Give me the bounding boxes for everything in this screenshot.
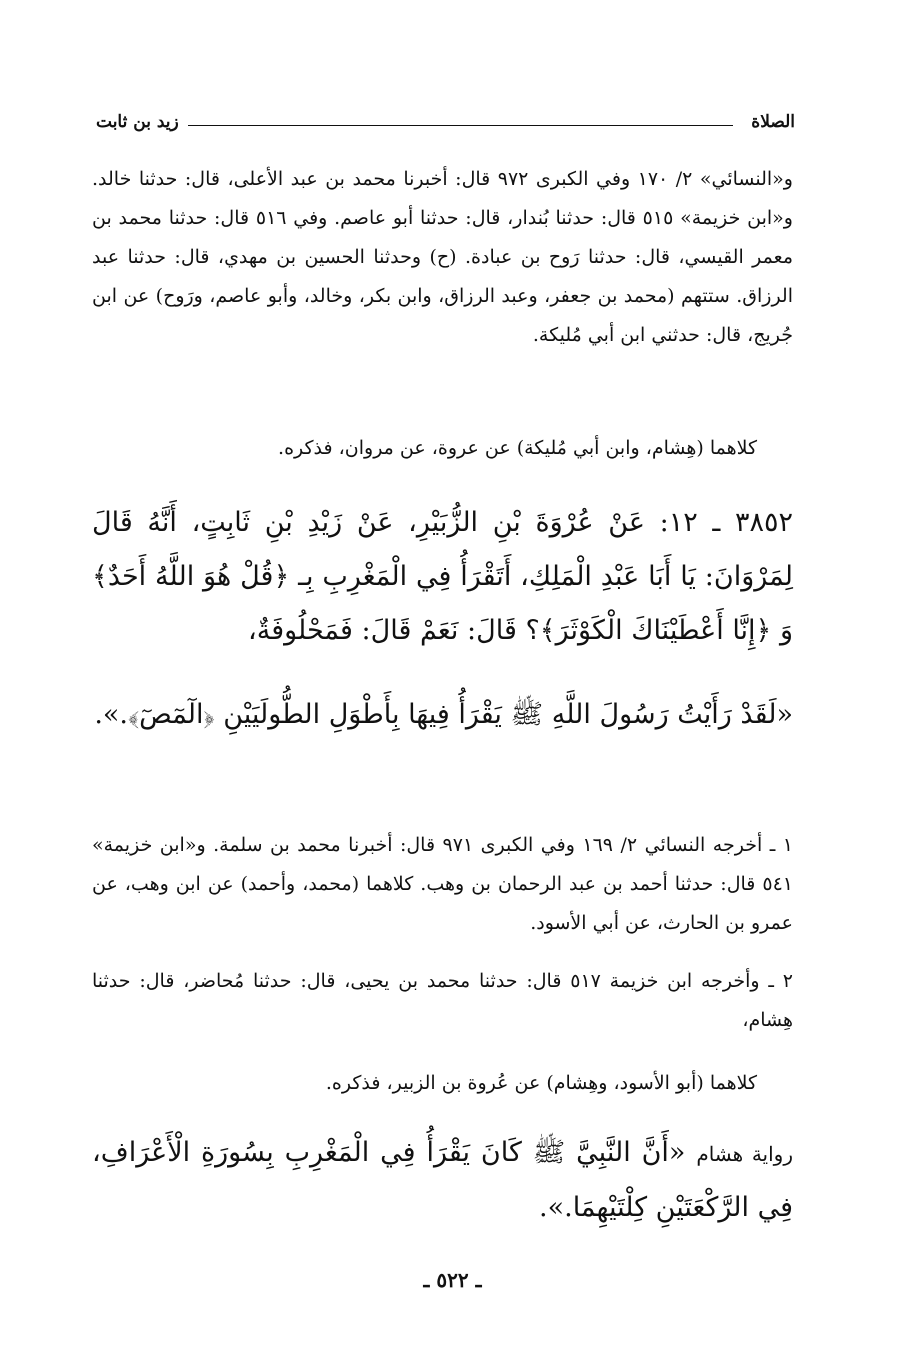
intro-section	[92, 160, 793, 355]
hadith-text: ٣٨٥٢ ـ ١٢: عَنْ عُرْوَةَ بْنِ الزُّبَيْرِ، عَنْ زَيْدِ بْنِ ثَابِتٍ، أَنَّهُ قَالَ لِمَرْوَانَ: يَا أَبَا عَبْدِ الْمَلِكِ، أَتَقْرَأُ فِي الْمَغْرِبِ بِـ ﴿قُلْ هُوَ اللَّهُ أَحَدٌ﴾ وَ ﴿إِنَّا أَعْطَيْنَاكَ الْكَوْثَرَ﴾؟ قَالَ: نَعَمْ قَالَ: فَمَحْلُوفَةٌ،	[92, 507, 793, 646]
hadith-quote: «لَقَدْ رَأَيْتُ رَسُولَ اللَّهِ ﷺ يَقْرَأُ فِيهَا بِأَطْوَلِ الطُّولَيَيْنِ ﴿الٓمٓصٓ﴾.».	[94, 699, 793, 730]
hadith-section	[92, 496, 793, 658]
intro-paragraph: و«النسائي» ٢/ ١٧٠ وفي الكبرى ٩٧٢ قال: أخبرنا محمد بن عبد الأعلى، قال: حدثنا خالد. و«ابن خزيمة» ٥١٥ قال: حدثنا بُندار، قال: حدثنا أبو عاصم. وفي ٥١٦ قال: حدثنا محمد بن معمر القيسي، قال: حدثنا رَوح بن عبادة. (ح) وحدثنا الحسين بن مهدي، قال: حدثنا عبد الرزاق. ستتهم (محمد بن جعفر، وعبد الرزاق، وابن بكر، وخالد، وأبو عاصم، ورَوح) عن ابن جُريج، قال: حدثني ابن أبي مُليكة.	[92, 168, 793, 346]
header-rule	[188, 125, 733, 126]
riwaya-paragraph	[92, 1126, 793, 1235]
riwaya-block	[92, 1126, 793, 1235]
hadith-quote-block	[92, 688, 793, 742]
header-chapter-title: الصلاة	[751, 112, 795, 132]
takhrij-note-2-block	[92, 962, 793, 1040]
intro-summary-block	[92, 429, 793, 468]
takhrij-note-1-block	[92, 826, 793, 943]
riwaya-text: «أَنَّ النَّبِيَّ ﷺ كَانَ يَقْرَأُ فِي الْمَغْرِبِ بِسُورَةِ الْأَعْرَافِ، فِي الرَّكْعَتَيْنِ كِلْتَيْهِمَا.».	[92, 1137, 793, 1223]
header-narrator-title: زيد بن ثابت	[96, 112, 179, 132]
page-number: ـ ٥٢٢ ـ	[423, 1268, 482, 1292]
running-header	[96, 112, 795, 140]
takhrij-note-1: ١ ـ أخرجه النسائي ٢/ ١٦٩ وفي الكبرى ٩٧١ قال: أخبرنا محمد بن سلمة. و«ابن خزيمة» ٥٤١ قال: حدثنا أحمد بن عبد الرحمان بن وهب. كلاهما (محمد، وأحمد) عن ابن وهب، عن عمرو بن الحارث، عن أبي الأسود.	[92, 834, 793, 934]
intro-summary: كلاهما (هِشام، وابن أبي مُليكة) عن عروة، عن مروان، فذكره.	[278, 437, 757, 459]
riwaya-label: رواية هشام	[696, 1142, 793, 1166]
takhrij-summary-block	[92, 1064, 793, 1103]
takhrij-summary: كلاهما (أبو الأسود، وهِشام) عن عُروة بن الزبير، فذكره.	[325, 1072, 757, 1094]
takhrij-note-2: ٢ ـ وأخرجه ابن خزيمة ٥١٧ قال: حدثنا محمد بن يحيى، قال: حدثنا مُحاضر، قال: حدثنا هِشام،	[92, 970, 793, 1031]
